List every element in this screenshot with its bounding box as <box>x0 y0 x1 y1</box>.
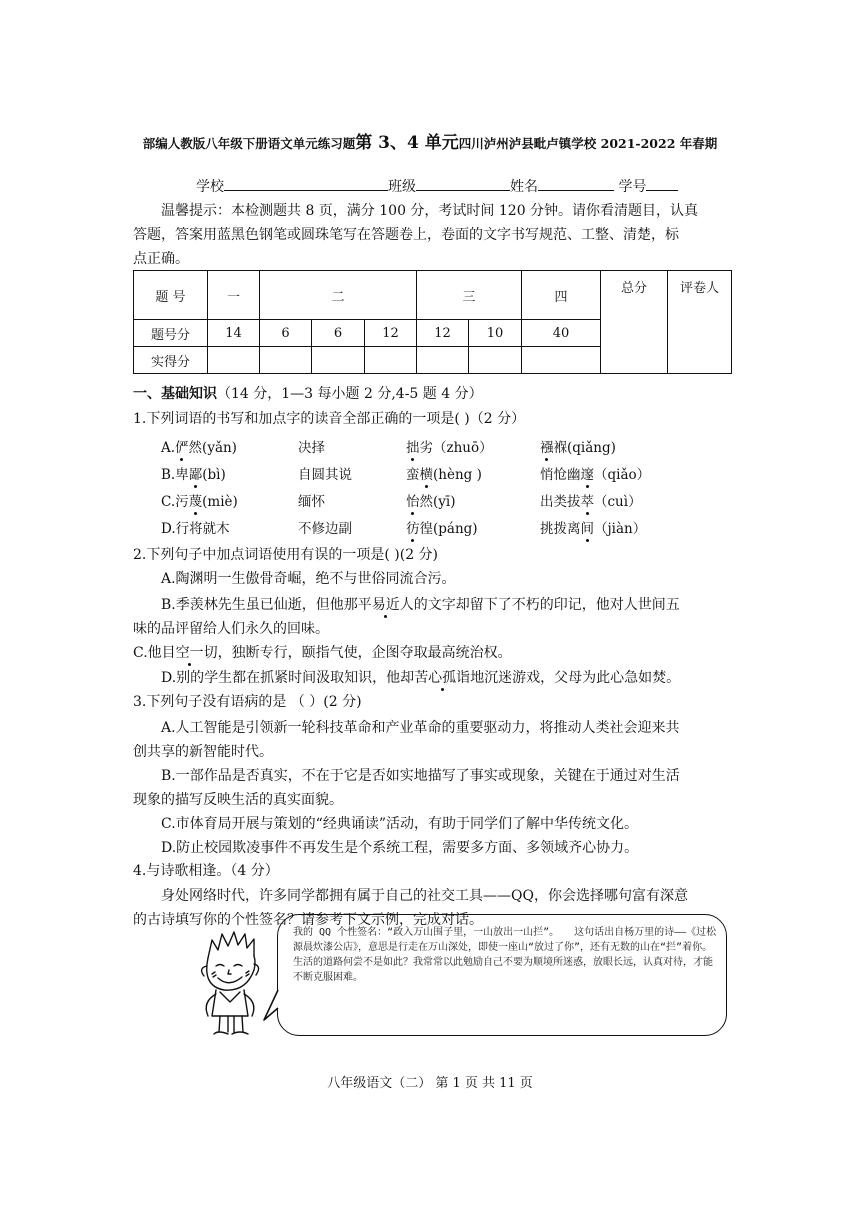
q1-option-a-word-1 <box>161 436 237 456</box>
dotted-char: 彷 <box>406 521 420 537</box>
q3-option-b-line-1: B.一部作品是否真实，不在于它是否如实地描写了事实或现象，关键在于通过对生活 <box>161 768 680 784</box>
option-text: C.污 <box>161 494 189 510</box>
tips-line-1: 温馨提示：本检测题共 8 页，满分 100 分，考试时间 120 分钟。请你看清题目，认真 <box>161 203 699 219</box>
option-text: C.他 <box>133 645 162 661</box>
name-blank[interactable] <box>538 176 614 191</box>
q1-option-a-word-2: 决择 <box>298 440 325 456</box>
student-info-fields <box>196 176 678 196</box>
option-letter: A. <box>161 440 176 456</box>
dotted-phrase: 目空一切 <box>161 645 218 661</box>
earned-cell[interactable] <box>312 347 365 374</box>
row-label-question: 题 号 <box>134 271 208 320</box>
q1-option-d-word-1: D.行将就木 <box>161 521 230 537</box>
dotted-char: 邃 <box>580 467 594 483</box>
option-text: 出类拔 <box>540 494 581 510</box>
total-score-cell[interactable] <box>601 271 668 374</box>
q1-stem: 1.下列词语的书写和加点字的读音全部正确的一项是( )（2 分） <box>133 411 526 427</box>
q1-option-b-word-2: 自圆其说 <box>298 467 352 483</box>
class-label: 班级 <box>388 179 416 195</box>
option-text: (hèng ) <box>433 467 482 483</box>
page-footer: 八年级语文（二） 第 1 页 共 11 页 <box>327 1076 533 1091</box>
points-cell: 14 <box>208 320 260 347</box>
points-cell: 12 <box>365 320 417 347</box>
q3-option-a-line-2: 创共享的新智能时代。 <box>133 744 273 760</box>
option-text: B.季羡林先生虽已仙逝，但他那 <box>161 597 358 613</box>
school-blank[interactable] <box>224 176 388 191</box>
points-cell: 6 <box>260 320 312 347</box>
q1-option-b-word-1 <box>161 463 226 483</box>
dotted-char: 拙 <box>406 440 420 456</box>
section-header-3: 三 <box>417 271 522 320</box>
school-label: 学校 <box>196 179 224 195</box>
option-text: （qiǎo） <box>594 467 651 483</box>
dotted-char: 横 <box>419 467 433 483</box>
grader-label: 评卷人 <box>679 281 719 296</box>
dotted-phrase: 苦心孤诣 <box>414 670 471 686</box>
grader-cell[interactable] <box>668 271 732 374</box>
option-text: （jiàn） <box>594 521 647 537</box>
tips-line-2: 答题，答案用蓝黑色钢笔或圆珠笔写在答题卷上，卷面的文字书写规范、工整、清楚，标 <box>133 227 679 243</box>
q4-prompt-line-1: 身处网络时代，许多同学都拥有属于自己的社交工具——QQ，你会选择哪句富有深意 <box>161 888 688 904</box>
q2-option-b-line-1 <box>161 593 680 617</box>
points-cell: 40 <box>522 320 601 347</box>
dotted-phrase: 平易近人 <box>357 597 414 613</box>
section-header-4: 四 <box>522 271 601 320</box>
q1-option-a-word-3 <box>406 436 493 456</box>
section-1-heading <box>133 383 483 403</box>
q1-option-c-word-1 <box>161 490 238 510</box>
q3-option-a-line-1: A.人工智能是引领新一轮科技革命和产业革命的重要驱动力，将推动人类社会迎来共 <box>161 720 680 736</box>
q4-stem: 4.与诗歌相逢。（4 分） <box>133 863 279 879</box>
q2-option-b-line-2: 味的品评留给人们永久的回味。 <box>133 621 329 637</box>
section-1-title: 一、基础知识 <box>133 386 217 402</box>
earned-cell[interactable] <box>260 347 312 374</box>
earned-cell[interactable] <box>522 347 601 374</box>
q3-stem: 3.下列句子没有语病的是 （ ）(2 分) <box>133 694 362 710</box>
option-text: 的文字却留下了不朽的印记，他对人世间五 <box>413 597 680 613</box>
q2-option-d <box>161 666 680 690</box>
section-header-1: 一 <box>208 271 260 320</box>
option-text: 挑拨离 <box>540 521 581 537</box>
page-title <box>0 128 860 153</box>
q1-option-c-word-4 <box>540 490 642 510</box>
dotted-char: 襁 <box>540 440 554 456</box>
q1-option-c-word-3 <box>406 490 455 510</box>
total-score-label: 总分 <box>620 281 647 296</box>
section-header-2: 二 <box>260 271 417 320</box>
class-blank[interactable] <box>416 176 510 191</box>
option-text: 蛮 <box>406 467 420 483</box>
earned-cell[interactable] <box>417 347 469 374</box>
q4-prompt-line-2: 的古诗填写你的个性签名？请参考下文示例，完成对话。 <box>133 912 483 928</box>
dotted-char: 间 <box>580 521 594 537</box>
earned-cell[interactable] <box>469 347 522 374</box>
earned-cell[interactable] <box>208 347 260 374</box>
score-table <box>133 270 732 374</box>
dotted-char: 怡 <box>406 494 420 510</box>
option-text: D.别的学生都在抓紧时间汲取知识，他却 <box>161 670 415 686</box>
option-text: 然(yī) <box>419 494 456 510</box>
option-text: 地沉迷游戏，父母为此心急如焚。 <box>470 670 681 686</box>
points-cell: 12 <box>417 320 469 347</box>
option-text: (miè) <box>202 494 238 510</box>
name-label: 姓名 <box>510 179 538 195</box>
dotted-char: 鄙 <box>188 467 203 483</box>
q1-option-d-word-4 <box>540 517 646 537</box>
row-label-points: 题号分 <box>134 320 208 347</box>
tips-line-3: 点正确。 <box>133 251 189 267</box>
row-label-earned: 实得分 <box>134 347 208 374</box>
option-text: 劣（zhuō） <box>419 440 493 456</box>
points-cell: 10 <box>469 320 522 347</box>
q3-option-d: D.防止校园欺凌事件不再发生是个系统工程，需要多方面、多领域齐心协力。 <box>161 840 639 856</box>
title-prefix: 部编人教版八年级下册语文单元练习题 <box>142 136 356 151</box>
dotted-char: 蔑 <box>188 494 203 510</box>
q1-option-d-word-2: 不修边副 <box>298 521 352 537</box>
q3-option-b-line-2: 现象的描写反映生活的真实面貌。 <box>133 792 343 808</box>
bubble-example-text: 我的 QQ 个性签名：“政入万山围子里，一山放出一山拦”。 这句话出自杨万里的诗——《过松源晨炊漆公店》，意思是行走在万山深处，即使一座山“放过了你”，还有无数的山在“拦”着你。生活的道路何尝不是如此？我常常以此勉励自己不要为顺境所迷惑，放眼长远，认真对待，才能不断克服困难。 <box>293 927 717 983</box>
title-school: 四川泸州泸县毗卢镇学校 2021-2022 年春期 <box>458 136 718 151</box>
dotted-char: 萃 <box>580 494 594 510</box>
option-text: (bì) <box>202 467 226 483</box>
earned-cell[interactable] <box>365 347 417 374</box>
option-text: 徨(páng) <box>419 521 478 537</box>
option-text: ，独断专行，颐指气使，企图夺取最高统治权。 <box>217 645 512 661</box>
section-1-note: （14 分，1—3 每小题 2 分,4-5 题 4 分） <box>217 386 483 402</box>
q1-option-b-word-3 <box>406 463 482 483</box>
number-label: 学号 <box>618 179 647 195</box>
q1-option-b-word-4 <box>540 463 650 483</box>
number-blank[interactable] <box>646 176 678 191</box>
q1-option-c-word-2: 缅怀 <box>298 494 325 510</box>
option-text: （cuì） <box>594 494 642 510</box>
q3-option-c: C.市体育局开展与策划的“经典诵读”活动，有助于同学们了解中华传统文化。 <box>161 816 638 832</box>
speech-bubble-tail <box>262 990 282 1024</box>
option-text: B.卑 <box>161 467 189 483</box>
q2-stem: 2.下列句子中加点词语使用有误的一项是( )(2 分) <box>133 547 439 563</box>
option-text: 褓(qiǎng) <box>553 440 616 456</box>
option-text: 然(yǎn) <box>188 440 237 456</box>
dotted-char: 俨 <box>175 440 189 456</box>
points-cell: 6 <box>312 320 365 347</box>
q1-option-d-word-3 <box>406 517 478 537</box>
q2-option-a: A.陶渊明一生傲骨奇崛，绝不与世俗同流合污。 <box>161 571 456 587</box>
q2-option-c <box>133 641 512 665</box>
q1-option-a-word-4 <box>540 436 616 456</box>
option-text: 悄怆幽 <box>540 467 581 483</box>
title-unit: 第 3、4 单元 <box>355 133 459 153</box>
